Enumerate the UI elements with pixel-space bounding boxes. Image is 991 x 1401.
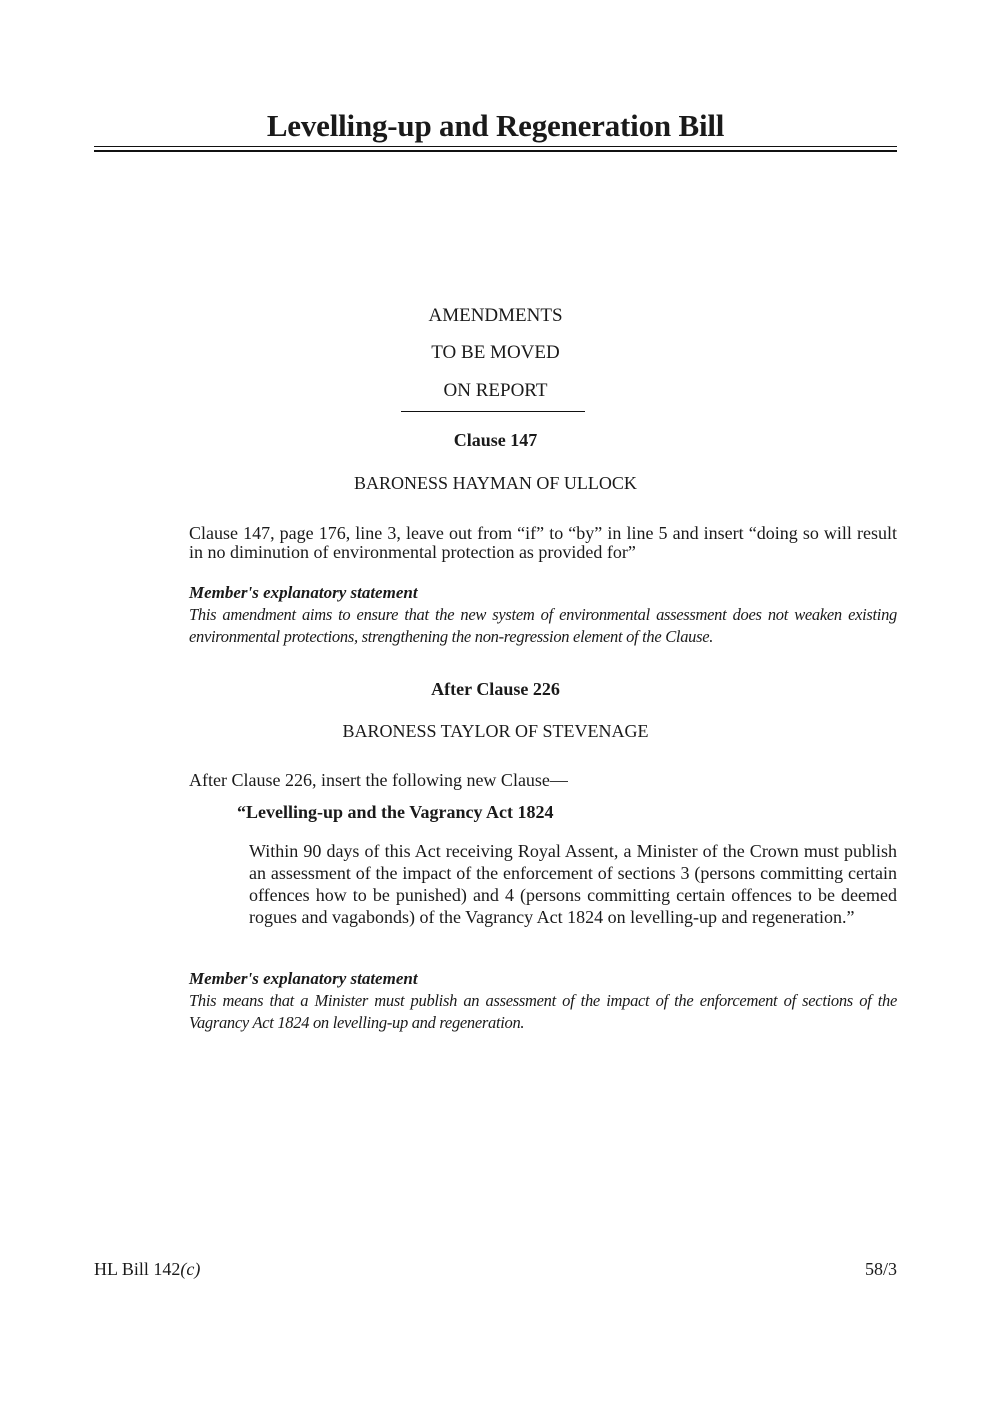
title-rule-thick <box>94 150 897 152</box>
mover-name: BARONESS HAYMAN OF ULLOCK <box>354 473 637 493</box>
heading-rule <box>401 411 585 412</box>
heading-line-3: ON REPORT <box>443 380 548 401</box>
bill-reference <box>94 1258 200 1280</box>
bill-ref-suffix: (c) <box>180 1259 201 1279</box>
heading-line-1: AMENDMENTS <box>428 305 563 326</box>
title-rule-thin <box>94 146 897 147</box>
document-title: Levelling-up and Regeneration Bill <box>266 108 725 143</box>
amendment-text: Clause 147, page 176, line 3, leave out from “if” to “by” in line 5 and insert “doing so will result in no diminution of environmental protection as provided for” <box>189 523 897 562</box>
clause-heading: Clause 147 <box>453 430 538 450</box>
explanatory-statement-heading: Member's explanatory statement <box>189 583 418 602</box>
new-clause-body: Within 90 days of this Act receiving Royal Assent, a Minister of the Crown must publish an assessment of the impact of the enforcement of sections 3 (persons committing certain offences how to be punished) and 4 (persons committing certain offences to be deemed rogues and vagabonds) of the Vagrancy Act 1824 on levelling-up and regeneration.” <box>249 841 897 927</box>
new-clause-title: “Levelling-up and the Vagrancy Act 1824 <box>237 802 554 822</box>
page-reference: 58/3 <box>864 1259 897 1279</box>
bill-ref-number: HL Bill 142 <box>94 1259 181 1279</box>
explanatory-statement: This amendment aims to ensure that the new system of environmental assessment does not weaken existing environmental protections, strengthening the non-regression element of the Clause. <box>189 605 897 646</box>
amendment-text: After Clause 226, insert the following new Clause— <box>189 770 568 790</box>
heading-line-2: TO BE MOVED <box>431 342 560 363</box>
explanatory-statement: This means that a Minister must publish an assessment of the impact of the enforcement of sections of the Vagrancy Act 1824 on levelling-up and regeneration. <box>189 991 897 1032</box>
mover-name: BARONESS TAYLOR OF STEVENAGE <box>342 721 649 741</box>
clause-heading: After Clause 226 <box>431 679 560 699</box>
explanatory-statement-heading: Member's explanatory statement <box>189 969 418 988</box>
